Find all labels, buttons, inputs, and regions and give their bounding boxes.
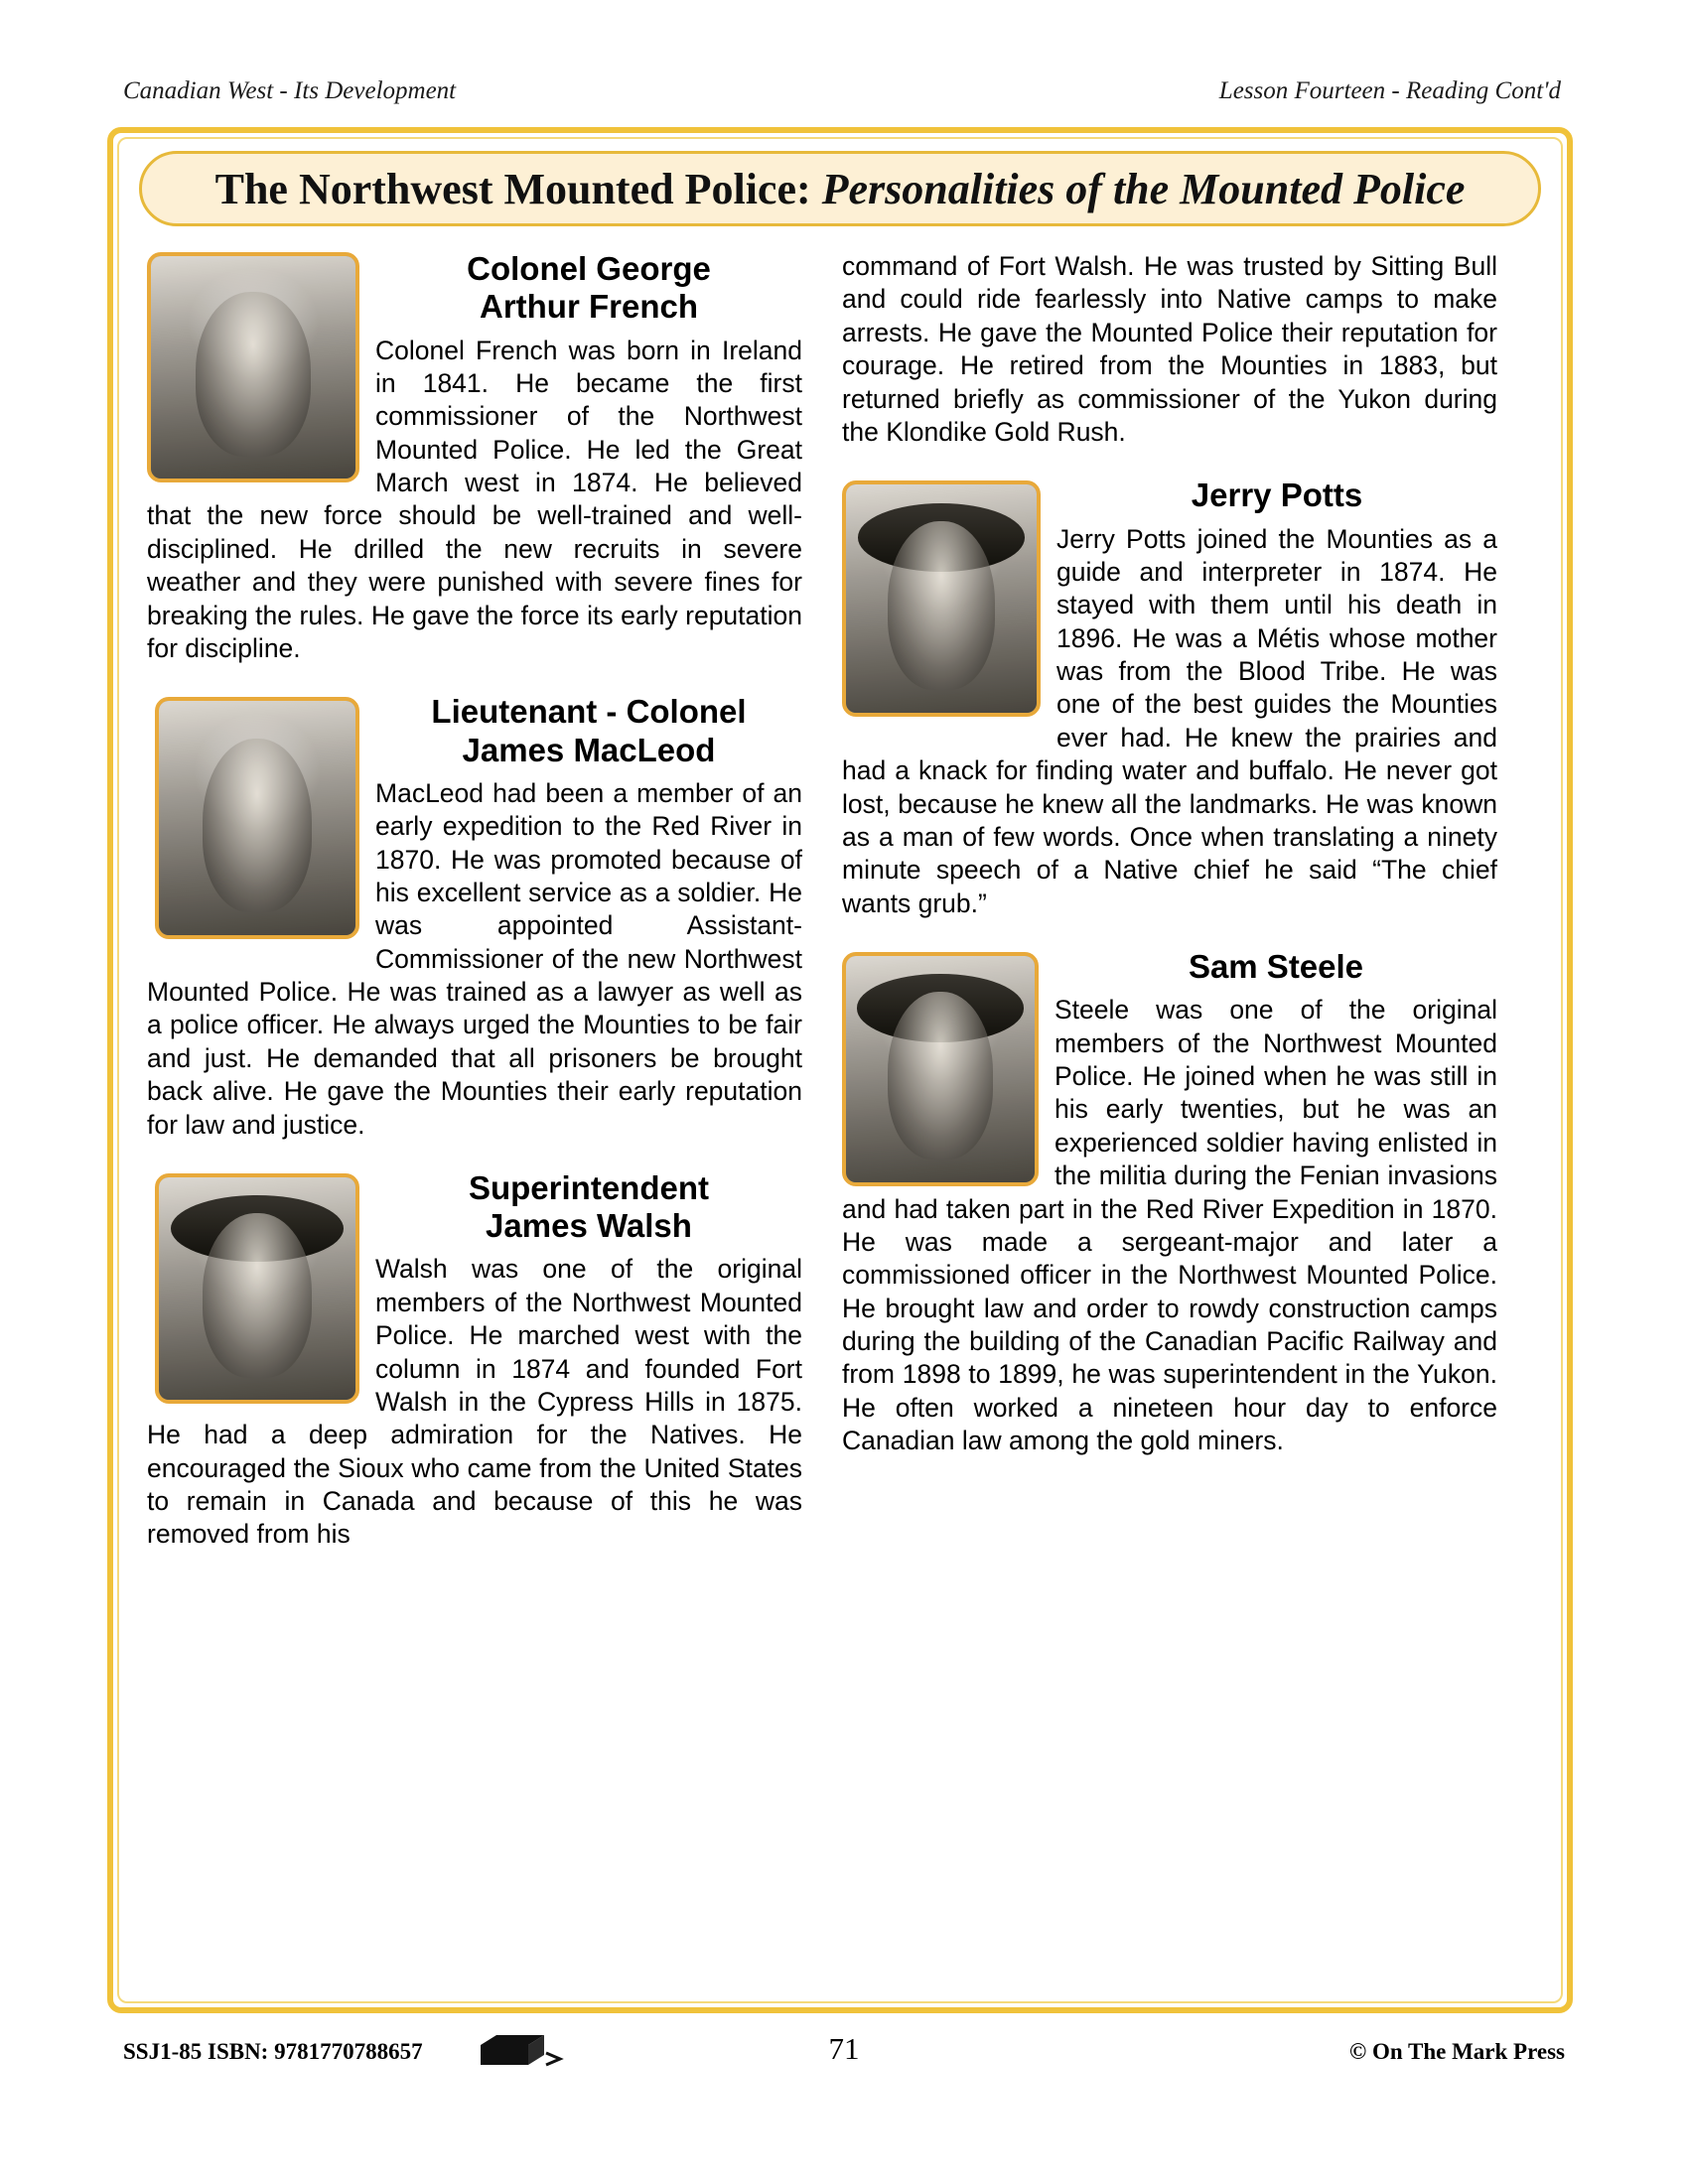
page-title (215, 164, 1466, 214)
footer-publisher: © On The Mark Press (1349, 2039, 1565, 2064)
body-jerry-potts: Jerry Potts joined the Mounties as a guide and interpreter in 1874. He stayed with them until his death in 1896. He was a Métis whose mother was from the Blood Tribe. He was one of the best guides the Mounties ever had. He knew the prairies and had a knack for finding water and buffalo. He never got lost, because he knew all the landmarks. He was known as a man of few words. Once when translating a ninety minute speech of a Native chief he said “The chief wants grub.” (842, 523, 1497, 918)
heading-line-2: Arthur French (479, 288, 698, 326)
portrait-jerry-potts (842, 480, 1041, 717)
portrait-lieutenant-colonel-james-macleod (155, 697, 359, 939)
section-jerry-potts (842, 477, 1497, 926)
portrait-colonel-george-arthur-french (147, 252, 359, 482)
portrait-superintendent-james-walsh (155, 1173, 359, 1404)
page-number: 71 (828, 2031, 860, 2066)
body-james-walsh-continued: command of Fort Walsh. He was trusted by Sitting Bull and could ride fearlessly into Native camps to make arrests. He gave the Mounted Police their reputation for courage. He retired from the Mounties in 1883, but returned briefly as commissioner of the Yukon during the Klondike Gold Rush. (842, 251, 1497, 447)
running-head-left: Canadian West - Its Development (123, 77, 457, 104)
body-lieutenant-colonel-james-macleod: MacLeod had been a member of an early expedition to the Red River in 1870. He was promoted because of his excellent service as a soldier. He was appointed Assistant-Commissioner of the new Northwest Mounted Police. He was trained as a lawyer as well as a police officer. He always urged the Mounties to be fair and just. He demanded that all prisoners be brought back alive. He gave the Mounties their early reputation for law and justice. (147, 777, 802, 1140)
section-colonel-george-arthur-french (147, 250, 802, 671)
portrait-sam-steele (842, 952, 1039, 1186)
section-lieutenant-colonel-james-macleod (147, 693, 802, 1148)
heading-sam-steele: Sam Steele (1188, 948, 1364, 986)
body-sam-steele: Steele was one of the original members of the Northwest Mounted Police. He joined when he was still in his early twenties, but he was an experienced soldier having enlisted in the militia during the Fenian invasions and had taken part in the Red River Expedition in 1870. He was made a sergeant-major and later a commissioned officer in the Northwest Mounted Police. He brought law and order to rowdy construction camps during the building of the Canadian Pacific Railway and from 1898 to 1899, he was superintendent in the Yukon. He often worked a nineteen hour day to enforce Canadian law among the gold miners. (842, 995, 1497, 1456)
heading-line-2: James Walsh (486, 1207, 692, 1245)
title-banner (139, 151, 1541, 226)
running-head-right: Lesson Fourteen - Reading Cont'd (1218, 77, 1561, 104)
heading-line-2: James MacLeod (462, 731, 716, 768)
footer-isbn: SSJ1-85 ISBN: 9781770788657 (123, 2039, 423, 2064)
body-colonel-george-arthur-french: Colonel French was born in Ireland in 1841. He became the first commissioner of the Northwest Mounted Police. He led the Great March west in 1874. He believed that the new force should be well-trained and well-disciplined. He drilled the new recruits in severe weather and they were punished with severe fines for breaking the rules. He gave the force its early reputation for discipline. (147, 335, 802, 663)
column-right (842, 250, 1497, 1486)
page-title-italic: Personalities of the Mounted Police (810, 164, 1466, 213)
page-footer (0, 2031, 1688, 2091)
page-title-plain: The Northwest Mounted Police: (214, 164, 811, 213)
section-superintendent-james-walsh (147, 1169, 802, 1558)
section-sam-steele (842, 948, 1497, 1464)
heading-line-1: Lieutenant - Colonel (431, 693, 747, 731)
heading-jerry-potts: Jerry Potts (1191, 477, 1363, 514)
heading-line-1: Colonel George (467, 250, 711, 287)
section-james-walsh-continued (842, 250, 1497, 455)
column-left (147, 250, 802, 1579)
body-superintendent-james-walsh: Walsh was one of the original members of the Northwest Mounted Police. He marched west with the column in 1874 and founded Fort Walsh in the Cypress Hills in 1875. He had a deep admiration for the Natives. He encouraged the Sioux who came from the United States to remain in Canada and because of this he was removed from his (147, 1254, 802, 1550)
heading-line-1: Superintendent (468, 1168, 709, 1206)
